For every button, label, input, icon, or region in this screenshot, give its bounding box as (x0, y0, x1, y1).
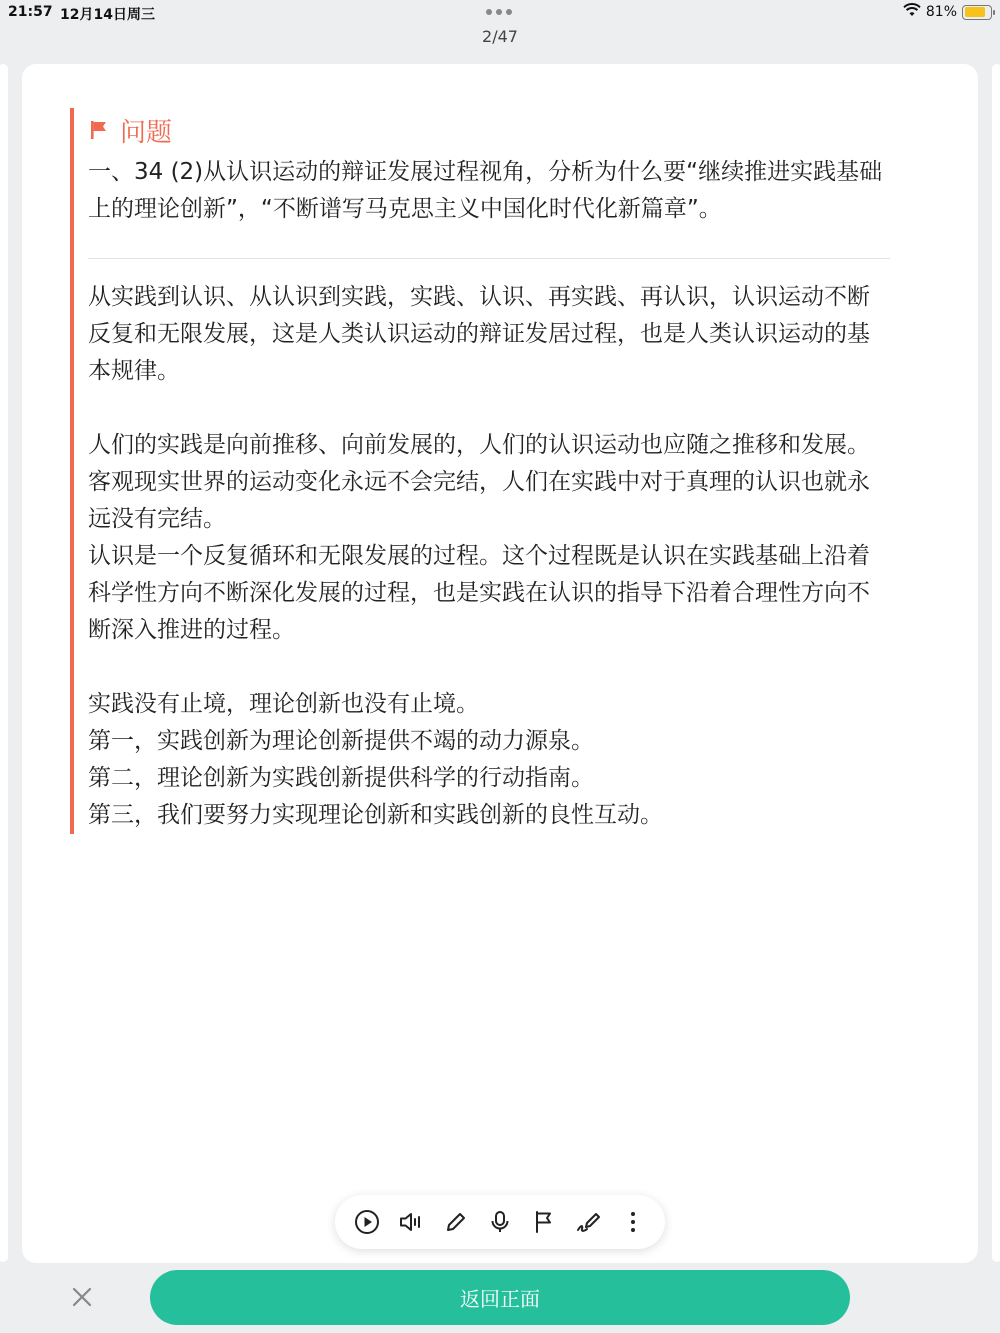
play-icon[interactable] (350, 1205, 384, 1239)
pencil-icon[interactable] (439, 1205, 473, 1239)
handwriting-icon[interactable] (572, 1205, 606, 1239)
more-vertical-icon[interactable] (616, 1205, 650, 1239)
answer-text (88, 279, 890, 834)
next-card-edge[interactable] (992, 64, 1000, 1262)
flag-outline-icon[interactable] (527, 1205, 561, 1239)
flag-icon (88, 119, 110, 141)
status-right (903, 3, 992, 21)
wifi-icon (903, 3, 921, 21)
answer-paragraph: 第一，实践创新为理论创新提供不竭的动力源泉。 (88, 728, 594, 754)
answer-paragraph: 认识是一个反复循环和无限发展的过程。这个过程既是认识在实践基础上沿着科学性方向不断深化发展的过程，也是实践在认识的指导下沿着合理性方向不断深入推进的过程。 (88, 543, 870, 643)
divider (88, 258, 890, 259)
previous-card-edge[interactable] (0, 64, 8, 1262)
section-header (88, 108, 890, 152)
close-icon[interactable] (66, 1281, 98, 1313)
answer-paragraph: 第三，我们要努力实现理论创新和实践创新的良性互动。 (88, 802, 663, 828)
battery-icon (962, 5, 992, 20)
microphone-icon[interactable] (483, 1205, 517, 1239)
multitask-dots-icon[interactable] (486, 9, 512, 15)
battery-percent: 81% (925, 4, 957, 20)
answer-paragraph: 第二，理论创新为实践创新提供科学的行动指南。 (88, 765, 594, 791)
floating-toolbar (335, 1195, 665, 1249)
status-bar (0, 0, 1000, 26)
status-time: 21:57 (8, 4, 53, 20)
answer-paragraph: 人们的实践是向前推移、向前发展的，人们的认识运动也应随之推移和发展。客观现实世界的运动变化永远不会完结，人们在实践中对于真理的认识也就永远没有完结。 (88, 432, 870, 532)
page-counter: 2/47 (482, 27, 518, 46)
section-title: 问题 (120, 117, 173, 148)
question-text: 一、34 (2)从认识运动的辩证发展过程视角，分析为什么要“继续推进实践基础上的理论创新”，“不断谱写马克思主义中国化时代化新篇章”。 (88, 159, 883, 222)
answer-paragraph: 从实践到认识、从认识到实践，实践、认识、再实践、再认识，认识运动不断反复和无限发展，这是人类认识运动的辩证发居过程，也是人类认识运动的基本规律。 (88, 284, 870, 384)
answer-paragraph: 实践没有止境，理论创新也没有止境。 (88, 691, 479, 717)
status-date: 12月14日周三 (60, 7, 155, 23)
speaker-icon[interactable] (394, 1205, 428, 1239)
card-content (70, 108, 890, 834)
return-to-front-button[interactable]: 返回正面 (150, 1270, 850, 1325)
